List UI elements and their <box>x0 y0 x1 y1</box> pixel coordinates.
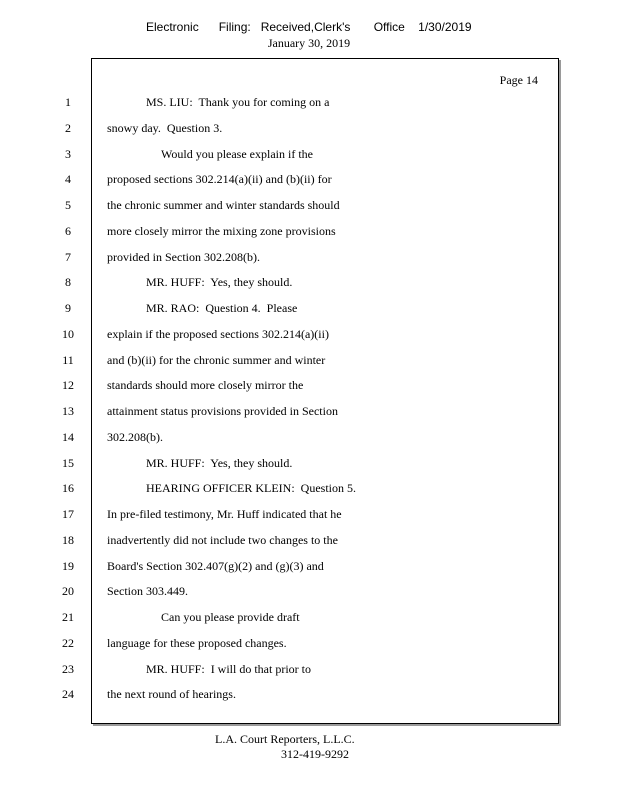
line-number: 18 <box>62 533 74 547</box>
transcript-line: Board's Section 302.407(g)(2) and (g)(3) and <box>107 559 324 573</box>
filing-header <box>0 20 618 52</box>
line-number: 11 <box>62 353 74 367</box>
line-number: 1 <box>65 95 71 109</box>
transcript-line: provided in Section 302.208(b). <box>107 250 260 264</box>
transcript-line: MR. HUFF: Yes, they should. <box>146 456 293 470</box>
transcript-line: language for these proposed changes. <box>107 636 287 650</box>
filing-date: January 30, 2019 <box>267 36 351 50</box>
transcript-line: MS. LIU: Thank you for coming on a <box>146 95 330 109</box>
transcript-line: explain if the proposed sections 302.214(a)(ii) <box>107 327 329 341</box>
footer-company: L.A. Court Reporters, L.L.C. <box>215 732 355 746</box>
transcript-line: the next round of hearings. <box>107 687 236 701</box>
filing-stamp: Electronic Filing: Received,Clerk's Office 1/30/2019 <box>146 20 472 34</box>
line-number: 12 <box>62 378 74 392</box>
transcript-line: Would you please explain if the <box>161 147 313 161</box>
line-number: 10 <box>62 327 74 341</box>
line-number: 19 <box>62 559 74 573</box>
transcript-line: MR. HUFF: Yes, they should. <box>146 275 293 289</box>
line-number: 8 <box>65 275 71 289</box>
line-number: 9 <box>65 301 71 315</box>
transcript-line: Can you please provide draft <box>161 610 300 624</box>
transcript-line: inadvertently did not include two changes to the <box>107 533 338 547</box>
line-number: 6 <box>65 224 71 238</box>
transcript-line: Section 303.449. <box>107 584 188 598</box>
transcript-line: attainment status provisions provided in Section <box>107 404 338 418</box>
line-number: 5 <box>65 198 71 212</box>
line-number: 22 <box>62 636 74 650</box>
transcript-line: MR. RAO: Question 4. Please <box>146 301 298 315</box>
transcript-line: and (b)(ii) for the chronic summer and winter <box>107 353 326 367</box>
line-number: 3 <box>65 147 71 161</box>
transcript-line: the chronic summer and winter standards should <box>107 198 340 212</box>
line-number: 17 <box>62 507 74 521</box>
line-number: 4 <box>65 172 71 186</box>
line-number: 2 <box>65 121 71 135</box>
line-number: 20 <box>62 584 74 598</box>
transcript-line: HEARING OFFICER KLEIN: Question 5. <box>146 481 356 495</box>
footer-phone: 312-419-9292 <box>281 747 349 761</box>
line-number: 15 <box>62 456 74 470</box>
transcript-line: MR. HUFF: I will do that prior to <box>146 662 312 676</box>
transcript-line: snowy day. Question 3. <box>107 121 223 135</box>
line-number: 24 <box>62 687 74 701</box>
line-number: 23 <box>62 662 74 676</box>
transcript-line: In pre-filed testimony, Mr. Huff indicated that he <box>107 507 342 521</box>
page-number: Page 14 <box>499 73 538 87</box>
line-number: 13 <box>62 404 74 418</box>
transcript-line: proposed sections 302.214(a)(ii) and (b)(ii) for <box>107 172 332 186</box>
transcript-line: standards should more closely mirror the <box>107 378 304 392</box>
line-number: 16 <box>62 481 74 495</box>
transcript-line: more closely mirror the mixing zone provisions <box>107 224 336 238</box>
line-number: 21 <box>62 610 74 624</box>
line-number: 14 <box>62 430 74 444</box>
line-number: 7 <box>65 250 71 264</box>
transcript-line: 302.208(b). <box>107 430 163 444</box>
